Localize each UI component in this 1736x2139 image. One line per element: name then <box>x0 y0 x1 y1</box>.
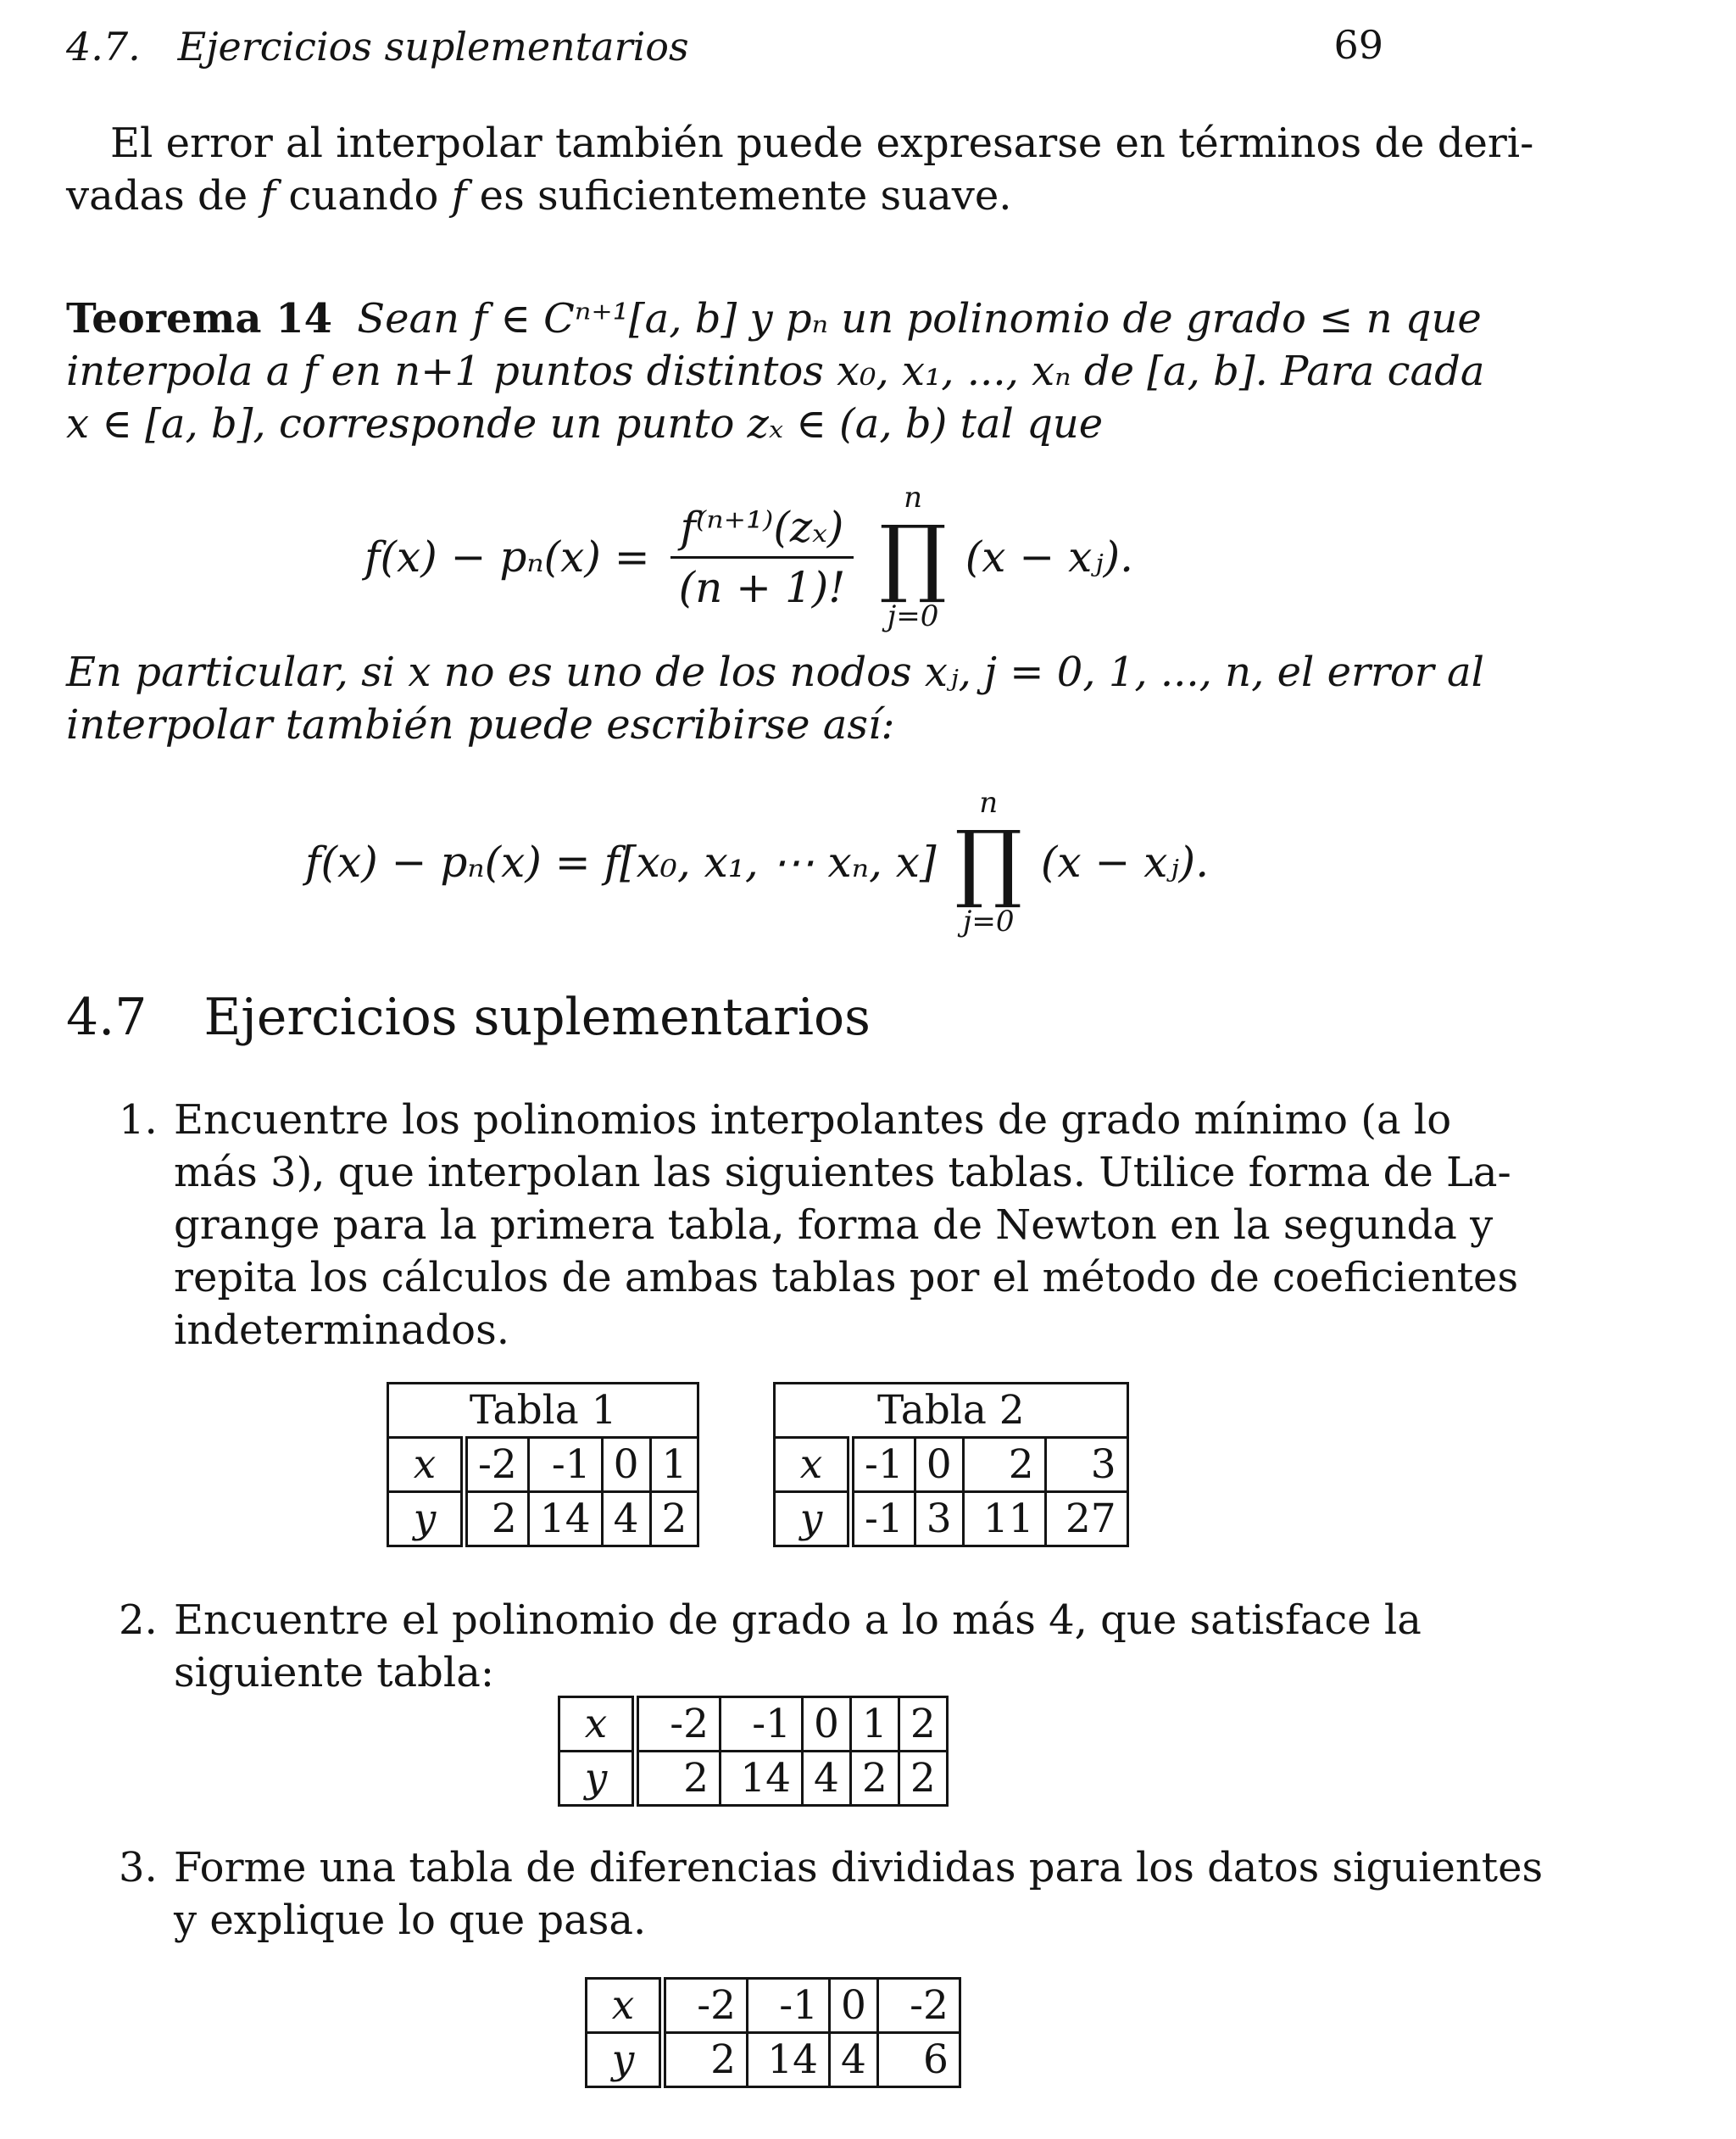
table-row-label: y <box>775 1492 851 1546</box>
table-cell: -1 <box>851 1492 915 1546</box>
theorem-line-4: En particular, si x no es uno de los nodos xⱼ, j = 0, 1, ..., n, el error al <box>66 649 1484 696</box>
exercise-1-line-1: Encuentre los polinomios interpolantes de grado mínimo (a lo <box>174 1096 1452 1144</box>
table-row-label: x <box>388 1438 465 1492</box>
table-cell: 0 <box>830 1979 878 2033</box>
product-operator: n ∏ j=0 <box>954 786 1022 939</box>
table-row-label: x <box>587 1979 663 2033</box>
equation-error-derivative: f(x) − pₙ(x) = $\frac{\text{f⁽ⁿ⁺¹⁾(zₓ)}}{(n + 1)!}$ n ∏ j=0 (x − xⱼ). <box>364 481 1133 633</box>
table-row-x <box>388 1438 698 1492</box>
running-head-title <box>66 24 689 70</box>
data-table-3 <box>558 1696 949 1807</box>
table-row-label: y <box>587 2033 663 2087</box>
table-cell: 14 <box>748 2033 830 2087</box>
data-table-4 <box>585 1977 961 2088</box>
intro-line-2: vadas de f cuando f es suficientemente suave. <box>66 172 1012 220</box>
section-heading <box>66 988 871 1047</box>
table-cell: 0 <box>803 1697 851 1752</box>
running-head-section: 4.7. <box>66 24 141 70</box>
section-title: Ejercicios suplementarios <box>203 988 871 1047</box>
table-row-y <box>388 1492 698 1546</box>
exercise-2-line-1: Encuentre el polinomio de grado a lo más 4, que satisface la <box>174 1596 1422 1644</box>
table-caption: Tabla 2 <box>775 1384 1128 1438</box>
table-cell: 2 <box>663 2033 748 2087</box>
exercise-2-line-2: siguiente tabla: <box>174 1649 495 1696</box>
table-cell: 4 <box>830 2033 878 2087</box>
exercise-1-line-4: repita los cálculos de ambas tablas por el método de coeficientes <box>174 1254 1519 1301</box>
theorem-line-5: interpolar también puede escribirse así: <box>66 701 895 749</box>
data-table-2 <box>773 1382 1129 1547</box>
theorem-label: Teorema 14 <box>66 295 332 343</box>
table-cell: 2 <box>636 1752 721 1806</box>
table-cell: 27 <box>1045 1492 1127 1546</box>
exercise-3-line-1: Forme una tabla de diferencias divididas para los datos siguientes <box>174 1844 1544 1891</box>
table-caption: Tabla 1 <box>388 1384 698 1438</box>
table-cell: 2 <box>465 1492 529 1546</box>
exercise-number-2: 2. <box>119 1596 158 1644</box>
table-cell: 1 <box>850 1697 899 1752</box>
table-cell: 2 <box>899 1752 947 1806</box>
theorem-line-2: interpola a f en n+1 puntos distintos x₀, x₁, ..., xₙ de [a, b]. Para cada <box>66 348 1485 395</box>
table-cell: 3 <box>915 1492 963 1546</box>
exercise-1-line-5: indeterminados. <box>174 1306 509 1354</box>
table-row-x <box>775 1438 1128 1492</box>
table-row-label: y <box>388 1492 465 1546</box>
exercise-number-1: 1. <box>119 1096 158 1144</box>
table-cell: -2 <box>877 1979 960 2033</box>
table-cell: 11 <box>963 1492 1045 1546</box>
running-head-text: Ejercicios suplementarios <box>177 24 689 70</box>
intro-line-1: El error al interpolar también puede expresarse en términos de deri- <box>110 120 1534 167</box>
section-number: 4.7 <box>66 988 147 1047</box>
table-cell: -2 <box>663 1979 748 2033</box>
table-cell: -2 <box>465 1438 529 1492</box>
table-cell: 2 <box>850 1752 899 1806</box>
exercise-1-line-2: más 3), que interpolan las siguientes tablas. Utilice forma de La- <box>174 1149 1511 1196</box>
table-row-label: x <box>775 1438 851 1492</box>
table-cell: 14 <box>528 1492 602 1546</box>
table-cell: 2 <box>650 1492 698 1546</box>
table-cell: -1 <box>748 1979 830 2033</box>
table-cell: 0 <box>602 1438 650 1492</box>
table-cell: 4 <box>602 1492 650 1546</box>
table-cell: -1 <box>851 1438 915 1492</box>
table-cell: -1 <box>721 1697 803 1752</box>
theorem-line-3: x ∈ [a, b], corresponde un punto zₓ ∈ (a, b) tal que <box>66 400 1104 448</box>
table-cell: 0 <box>915 1438 963 1492</box>
page-number: 69 <box>1333 22 1383 68</box>
table-row-y <box>587 2033 960 2087</box>
table-row-x <box>587 1979 960 2033</box>
table-cell: 2 <box>899 1697 947 1752</box>
table-cell: 4 <box>803 1752 851 1806</box>
product-operator: n ∏ j=0 <box>879 481 947 633</box>
exercise-3-line-2: y explique lo que pasa. <box>174 1897 647 1944</box>
table-caption-row <box>388 1384 698 1438</box>
equation-error-divided-difference: f(x) − pₙ(x) = f[x₀, x₁, ⋯ xₙ, x] n ∏ j=0 (x − xⱼ). <box>305 786 1210 939</box>
data-table-1 <box>387 1382 699 1547</box>
table-cell: 6 <box>877 2033 960 2087</box>
table-row-y <box>775 1492 1128 1546</box>
table-row-y <box>559 1752 948 1806</box>
table-row-label: y <box>559 1752 636 1806</box>
table-cell: -1 <box>528 1438 602 1492</box>
table-cell: 14 <box>721 1752 803 1806</box>
table-cell: 2 <box>963 1438 1045 1492</box>
exercise-1-line-3: grange para la primera tabla, forma de Newton en la segunda y <box>174 1201 1494 1249</box>
exercise-number-3: 3. <box>119 1844 158 1891</box>
table-row-x <box>559 1697 948 1752</box>
table-caption-row <box>775 1384 1128 1438</box>
theorem-line-1: Teorema 14 Sean f ∈ Cⁿ⁺¹[a, b] y pₙ un polinomio de grado ≤ n que <box>66 295 1482 343</box>
table-cell: -2 <box>636 1697 721 1752</box>
equation-fraction: $\frac{\text{f⁽ⁿ⁺¹⁾(zₓ)}}{(n + 1)!}$ <box>670 502 854 613</box>
table-cell: 1 <box>650 1438 698 1492</box>
table-row-label: x <box>559 1697 636 1752</box>
table-cell: 3 <box>1045 1438 1127 1492</box>
